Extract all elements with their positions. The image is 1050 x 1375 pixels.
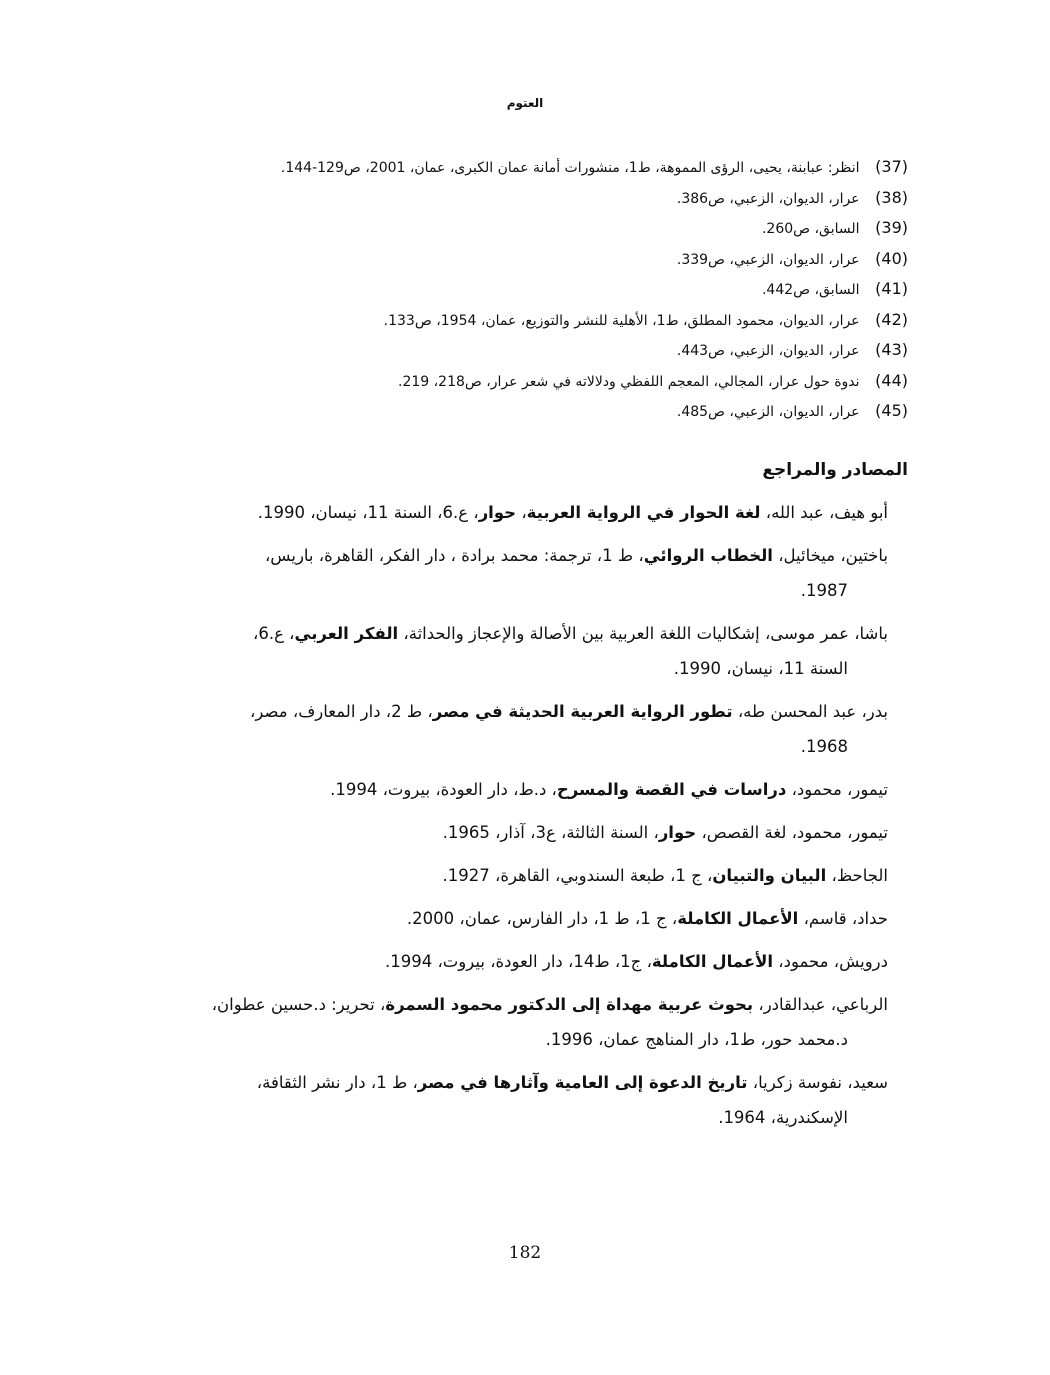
reference-journal: حوار: [478, 503, 517, 522]
reference-details: ، ع.6، السنة 11، نيسان، 1990.: [257, 503, 479, 522]
reference-entry: [160, 1065, 888, 1135]
reference-title: حوار: [658, 823, 697, 842]
reference-author: الرباعي، عبدالقادر،: [753, 995, 888, 1014]
reference-continuation: د.محمد حور، ط1، دار المناهج عمان، 1996.: [545, 1030, 848, 1049]
endnote-item: [138, 335, 908, 366]
endnote-text: انظر: عبابنة، يحيى، الرؤى المموهة، ط1، منشورات أمانة عمان الكبرى، عمان، 2001، ص129-144.: [280, 160, 860, 176]
reference-author: باشا، عمر موسى، إشكاليات اللغة العربية بين الأصالة والإعجاز والحداثة،: [398, 624, 888, 643]
endnote-number: (42): [875, 309, 908, 329]
endnote-number: (40): [875, 248, 908, 268]
reference-entry: [160, 944, 888, 979]
endnote-item: [138, 152, 908, 183]
reference-details: ، ط 1، دار نشر الثقافة،: [256, 1073, 418, 1092]
reference-details: ، تحرير: د.حسين عطوان،: [211, 995, 386, 1014]
endnote-text: السابق، ص442.: [761, 282, 860, 298]
reference-author: أبو هيف، عبد الله،: [760, 503, 888, 522]
reference-author: سعيد، نفوسة زكريا،: [747, 1073, 888, 1092]
endnote-text: عرار، الديوان، الزعبي، ص339.: [676, 251, 860, 268]
references-heading: المصادر والمراجع: [762, 460, 908, 480]
reference-title: الأعمال الكاملة: [677, 909, 799, 928]
reference-entry: [160, 858, 888, 893]
reference-details: ، السنة الثالثة، ع3، آذار، 1965.: [442, 823, 659, 842]
reference-details: ، ع.6،: [253, 624, 295, 643]
reference-continuation: السنة 11، نيسان، 1990.: [673, 659, 848, 678]
reference-details: ، ج 1، طبعة السندوبي، القاهرة، 1927.: [442, 866, 713, 885]
endnote-text: ندوة حول عرار، المجالي، المعجم اللفظي ودلالاته في شعر عرار، ص218، 219.: [398, 373, 860, 390]
endnote-number: (39): [875, 218, 908, 237]
reference-title: بحوث عربية مهداة إلى الدكتور محمود السمرة: [385, 995, 754, 1014]
references-list: [160, 495, 888, 1143]
reference-continuation: 1968.: [800, 737, 848, 756]
reference-details: ، د.ط، دار العودة، بيروت، 1994.: [330, 780, 557, 799]
endnote-number: (38): [875, 187, 908, 207]
reference-title: الخطاب الروائي: [643, 546, 773, 565]
reference-author: باختين، ميخائيل،: [772, 546, 888, 565]
reference-author: الجاحظ،: [826, 866, 888, 885]
reference-title: لغة الحوار في الرواية العربية: [526, 503, 761, 522]
reference-entry: [160, 694, 888, 764]
reference-details: ، ط 1، ترجمة: محمد برادة ، دار الفكر، القاهرة، باريس،: [264, 546, 644, 565]
endnote-text: عرار، الديوان، محمود المطلق، ط1، الأهلية للنشر والتوزيع، عمان، 1954، ص133.: [383, 312, 860, 329]
reference-author: تيمور، محمود، لغة القصص،: [696, 823, 888, 842]
endnote-item: [138, 274, 908, 305]
reference-continuation: الإسكندرية، 1964.: [718, 1108, 848, 1127]
reference-entry: [160, 815, 888, 850]
endnote-text: السابق، ص260.: [761, 221, 860, 237]
endnote-item: [138, 213, 908, 244]
reference-title: دراسات في القصة والمسرح: [556, 780, 787, 799]
reference-author: بدر، عبد المحسن طه،: [732, 702, 888, 721]
reference-title: الفكر العربي: [294, 624, 399, 643]
reference-entry: [160, 616, 888, 686]
endnote-item: [138, 183, 908, 214]
reference-entry: [160, 772, 888, 807]
endnote-number: (37): [875, 157, 908, 176]
endnote-item: [138, 396, 908, 427]
endnote-number: (43): [875, 340, 908, 359]
endnote-item: [138, 244, 908, 275]
endnote-item: [138, 305, 908, 336]
reference-title: تاريخ الدعوة إلى العامية وآثارها في مصر: [417, 1073, 748, 1092]
reference-entry: [160, 495, 888, 530]
reference-author: درويش، محمود،: [773, 952, 888, 971]
reference-entry: [160, 538, 888, 608]
endnote-number: (41): [875, 279, 908, 298]
reference-entry: [160, 901, 888, 936]
endnote-number: (45): [875, 401, 908, 420]
reference-details: ، ج1، ط14، دار العودة، بيروت، 1994.: [384, 952, 652, 971]
reference-continuation: 1987.: [800, 581, 848, 600]
endnote-item: [138, 366, 908, 397]
endnote-number: (44): [875, 370, 908, 390]
reference-entry: [160, 987, 888, 1057]
reference-title: الأعمال الكاملة: [651, 952, 774, 971]
reference-author: تيمور، محمود،: [786, 780, 888, 799]
reference-title: تطور الرواية العربية الحديثة في مصر: [432, 702, 733, 721]
reference-author: حداد، قاسم،: [798, 909, 888, 928]
endnote-text: عرار، الديوان، الزعبي، ص386.: [676, 190, 860, 207]
reference-details: ، ط 2، دار المعارف، مصر،: [250, 702, 433, 721]
page-number: 182: [508, 1243, 542, 1263]
running-header: العتوم: [506, 96, 544, 110]
endnote-text: عرار، الديوان، الزعبي، ص485.: [676, 404, 860, 420]
endnote-text: عرار، الديوان، الزعبي، ص443.: [676, 343, 860, 359]
endnotes-list: [138, 152, 908, 427]
reference-details: ، ج 1، ط 1، دار الفارس، عمان، 2000.: [406, 909, 678, 928]
reference-title: البيان والتبيان: [712, 866, 827, 885]
reference-separator: ،: [516, 503, 527, 522]
